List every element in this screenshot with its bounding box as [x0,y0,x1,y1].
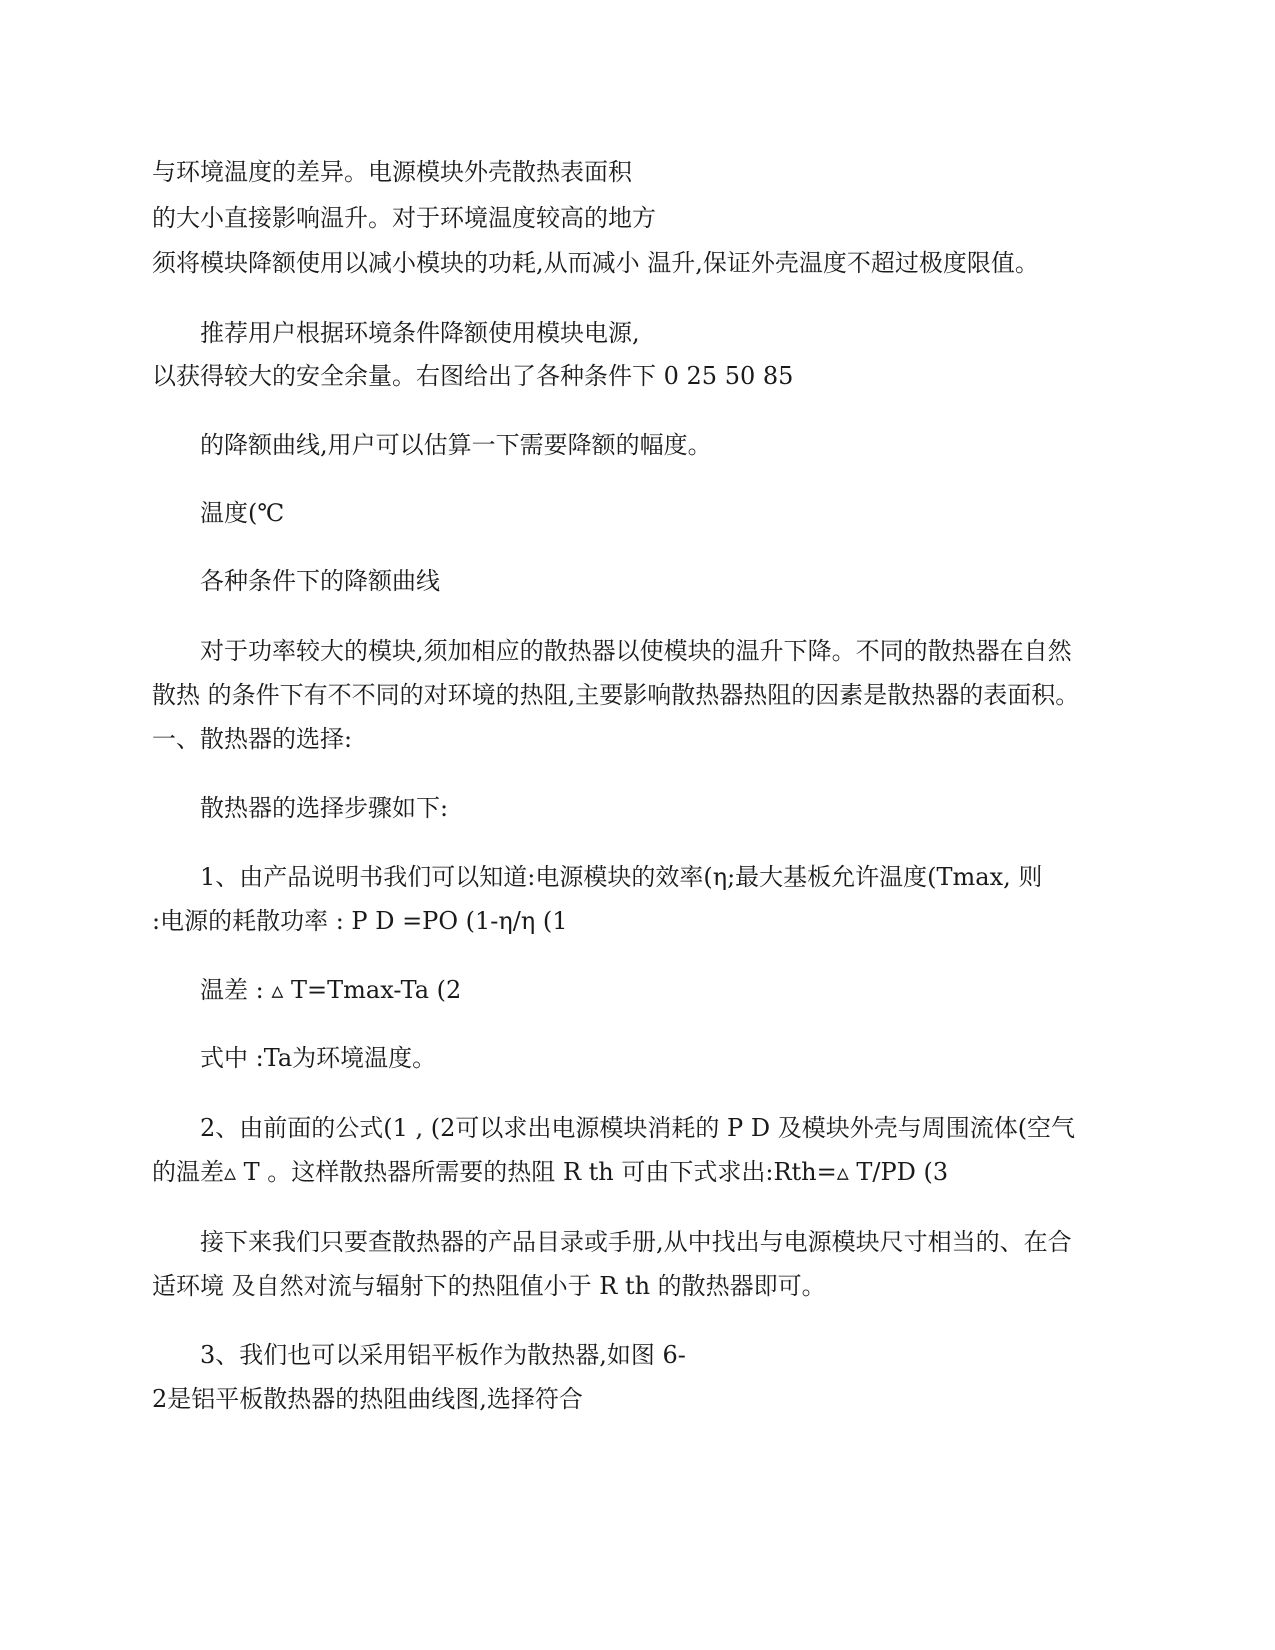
text-line: 对于功率较大的模块,须加相应的散热器以使模块的温升下降。不同的散热器在自然 [200,637,1072,665]
text-line: 3、我们也可以采用铝平板作为散热器,如图 6- [200,1341,686,1369]
text-line: 推荐用户根据环境条件降额使用模块电源, [200,319,640,347]
text-line: 以获得较大的安全余量。右图给出了各种条件下 0 25 50 85 [152,362,794,390]
text-line: 2是铝平板散热器的热阻曲线图,选择符合 [152,1385,583,1413]
text-line: 温度(℃ [200,499,285,527]
text-line: 接下来我们只要查散热器的产品目录或手册,从中找出与电源模块尺寸相当的、在合 [200,1228,1072,1256]
text-line: 的温差▵ T 。这样散热器所需要的热阻 R th 可由下式求出:Rth=▵ T/PD (3 [152,1158,949,1186]
text-line: 式中 :Ta为环境温度。 [200,1044,437,1072]
text-line: 的降额曲线,用户可以估算一下需要降额的幅度。 [200,431,712,459]
text-line: 须将模块降额使用以减小模块的功耗,从而减小 温升,保证外壳温度不超过极度限值。 [152,249,1039,277]
text-line: :电源的耗散功率 : P D =PO (1-η/η (1 [152,907,568,935]
text-line: 1、由产品说明书我们可以知道:电源模块的效率(η;最大基板允许温度(Tmax, 则 [200,863,1043,891]
text-line: 2、由前面的公式(1 , (2可以求出电源模块消耗的 P D 及模块外壳与周围流体(空气 [200,1114,1076,1142]
text-line: 与环境温度的差异。电源模块外壳散热表面积 [152,158,632,186]
text-line: 温差 : ▵ T=Tmax-Ta (2 [200,976,462,1004]
text-line: 适环境 及自然对流与辐射下的热阻值小于 R th 的散热器即可。 [152,1272,826,1300]
text-line: 各种条件下的降额曲线 [200,567,440,595]
section-heading: 一、散热器的选择: [152,725,353,753]
text-line: 散热器的选择步骤如下: [200,794,449,822]
text-line: 的大小直接影响温升。对于环境温度较高的地方 [152,204,656,232]
text-line: 散热 的条件下有不不同的对环境的热阻,主要影响散热器热阻的因素是散热器的表面积。 [152,681,1080,709]
